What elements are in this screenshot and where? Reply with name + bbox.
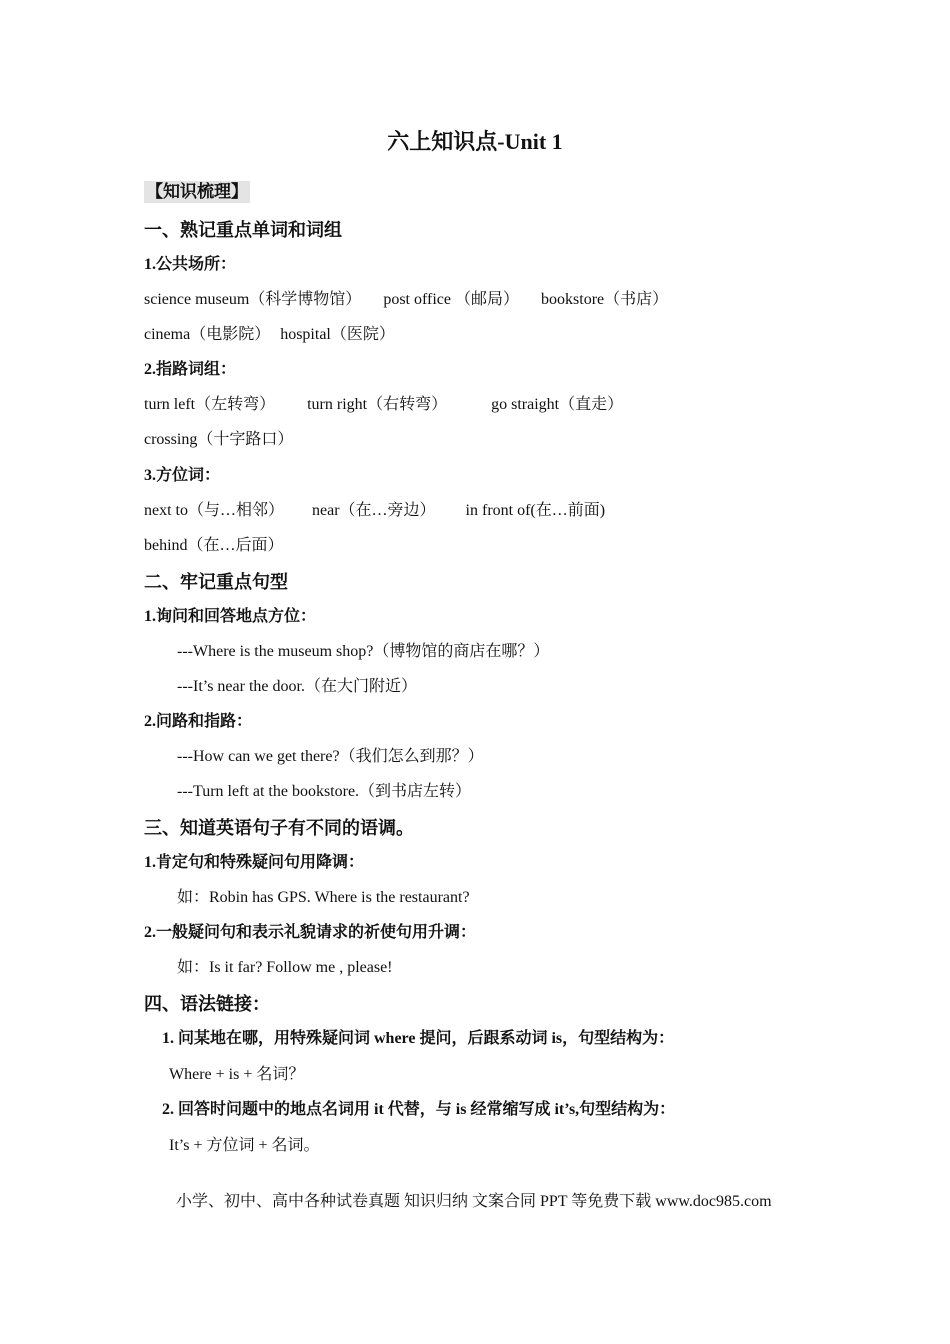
vocab-item: behind（在…后面） xyxy=(144,537,284,554)
grammar-rule: 2. 回答时问题中的地点名词用 it 代替，与 is 经常缩写成 it’s,句型结构为： xyxy=(162,1101,676,1118)
vocab-item: turn left（左转弯） xyxy=(144,396,276,413)
vocab-row xyxy=(144,325,395,345)
vocab-item: go straight（直走） xyxy=(491,396,624,413)
example-line: 如：Robin has GPS. Where is the restaurant? xyxy=(177,889,470,906)
subheading-directions: 2.指路词组： xyxy=(144,361,237,378)
vocab-item: post office （邮局） xyxy=(383,291,520,308)
page-title: 六上知识点-Unit 1 xyxy=(387,129,563,154)
example-line: 如：Is it far? Follow me , please! xyxy=(177,959,393,976)
vocab-row xyxy=(144,501,605,521)
dialogue-line: ---How can we get there?（我们怎么到那？） xyxy=(177,748,484,765)
footer-note: 小学、初中、高中各种试卷真题 知识归纳 文案合同 PPT 等免费下载 www.doc985.com xyxy=(176,1193,772,1210)
section-3-heading: 三、知道英语句子有不同的语调。 xyxy=(144,818,414,838)
section-2-heading: 二、牢记重点句型 xyxy=(144,572,288,592)
grammar-formula: It’s + 方位词 + 名词。 xyxy=(169,1137,320,1154)
subheading-ask-way: 2.问路和指路： xyxy=(144,713,253,730)
vocab-item: crossing（十字路口） xyxy=(144,431,294,448)
vocab-row xyxy=(144,290,668,310)
subheading-position-words: 3.方位词： xyxy=(144,467,221,484)
subheading-falling-tone: 1.肯定句和特殊疑问句用降调： xyxy=(144,854,365,871)
vocab-item: cinema（电影院） xyxy=(144,326,271,343)
subheading-public-places: 1.公共场所： xyxy=(144,256,237,273)
vocab-item: in front of(在…前面) xyxy=(465,502,606,519)
subheading-ask-location: 1.询问和回答地点方位： xyxy=(144,608,317,625)
section-tag: 【知识梳理】 xyxy=(146,182,248,201)
dialogue-line: ---Turn left at the bookstore.（到书店左转） xyxy=(177,783,472,800)
grammar-formula: Where + is + 名词？ xyxy=(169,1066,305,1083)
dialogue-line: ---It’s near the door.（在大门附近） xyxy=(177,678,417,695)
section-1-heading: 一、熟记重点单词和词组 xyxy=(144,220,342,240)
vocab-item: science museum（科学博物馆） xyxy=(144,291,362,308)
vocab-item: hospital（医院） xyxy=(280,326,395,343)
grammar-rule: 1. 问某地在哪，用特殊疑问词 where 提问，后跟系动词 is，句型结构为： xyxy=(162,1030,675,1047)
vocab-item: bookstore（书店） xyxy=(541,291,669,308)
vocab-item: next to（与…相邻） xyxy=(144,502,284,519)
section-4-heading: 四、语法链接： xyxy=(144,994,270,1014)
vocab-item: turn right（右转弯） xyxy=(307,396,448,413)
dialogue-line: ---Where is the museum shop?（博物馆的商店在哪？） xyxy=(177,643,550,660)
subheading-rising-tone: 2.一般疑问句和表示礼貌请求的祈使句用升调： xyxy=(144,924,477,941)
vocab-row xyxy=(144,395,623,415)
vocab-item: near（在…旁边） xyxy=(312,502,436,519)
